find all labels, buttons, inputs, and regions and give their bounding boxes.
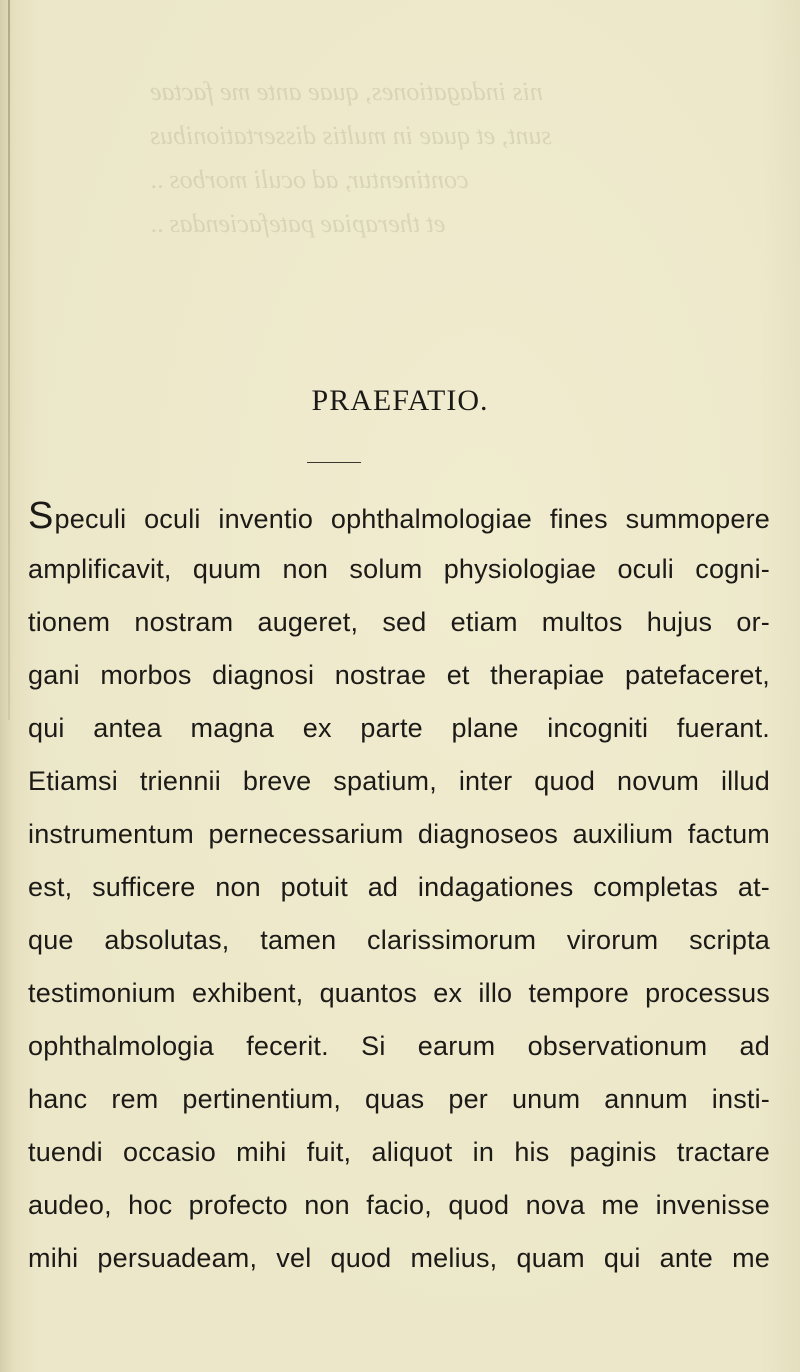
text-line: tuendi occasio mihi fuit, aliquot in his paginis tractare xyxy=(28,1137,770,1167)
text-line: testimonium exhibent, quantos ex illo tempore processus xyxy=(28,978,770,1008)
text-line: est, sufficere non potuit ad indagationes completas at- xyxy=(28,872,770,902)
title-rule xyxy=(307,462,361,463)
text-line-content: peculi oculi inventio ophthalmologiae fines summopere xyxy=(54,504,770,534)
page-title: PRAEFATIO. xyxy=(311,384,489,417)
text-line: gani morbos diagnosi nostrae et therapiae patefaceret, xyxy=(28,660,770,690)
text-line: mihi persuadeam, vel quod melius, quam qui ante me xyxy=(28,1243,770,1273)
text-line: Etiamsi triennii breve spatium, inter quod novum illud xyxy=(28,766,770,796)
preface-paragraph xyxy=(28,490,770,1285)
text-line xyxy=(28,490,770,543)
text-line: hanc rem pertinentium, quas per unum annum insti- xyxy=(28,1084,770,1114)
text-line: tionem nostram augeret, sed etiam multos hujus or- xyxy=(28,607,770,637)
text-line: ophthalmologia fecerit. Si earum observationum ad xyxy=(28,1031,770,1061)
text-line: audeo, hoc profecto non facio, quod nova me invenisse xyxy=(28,1190,770,1220)
show-through-text: nis indagationes, quae ante me factae sunt, et quae in multis dissertationibus continentur, ad oculi morbos .. et therapiae patefaciendas .. xyxy=(150,77,552,238)
page-gutter-edge xyxy=(8,0,10,720)
initial-letter: S xyxy=(28,495,54,537)
text-line: qui antea magna ex parte plane incogniti fuerant. xyxy=(28,713,770,743)
text-line: amplificavit, quum non solum physiologiae oculi cogni- xyxy=(28,554,770,584)
text-line: que absolutas, tamen clarissimorum virorum scripta xyxy=(28,925,770,955)
text-line: instrumentum pernecessarium diagnoseos auxilium factum xyxy=(28,819,770,849)
